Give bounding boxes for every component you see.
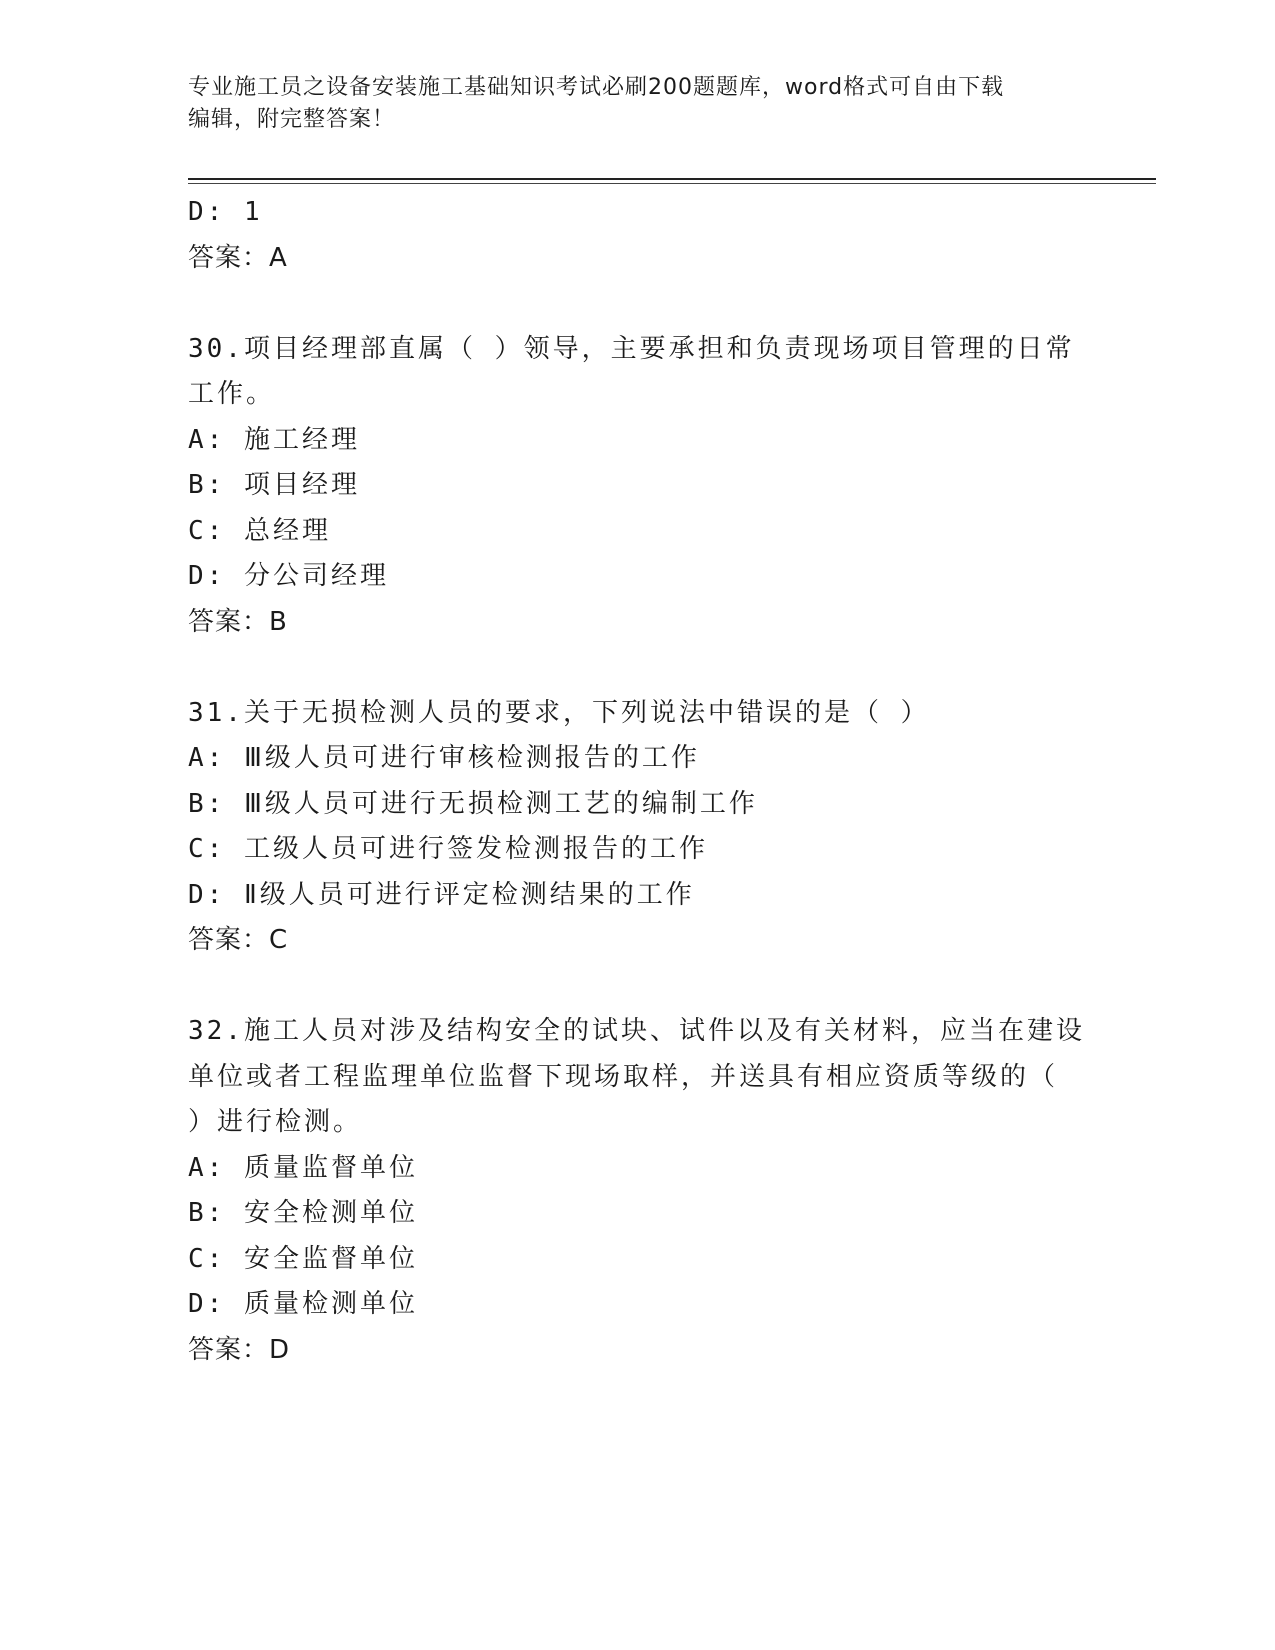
header-divider-thin [188,183,1156,184]
question-text-line: 30.项目经理部直属（ ）领导，主要承担和负责现场项目管理的日常 [188,333,1075,364]
answer-line: 答案：C [188,925,289,955]
answer-line: 答案：A [188,242,288,273]
question-list [188,190,1088,1373]
option-d: D: 质量检测单位 [188,1289,418,1319]
option-b: B: 项目经理 [188,470,360,500]
option-d: D: 分公司经理 [188,561,389,591]
option-b: B: Ⅲ级人员可进行无损检测工艺的编制工作 [188,788,758,819]
option-c: C: 安全监督单位 [188,1243,418,1274]
option-c: C: 工级人员可进行签发检测报告的工作 [188,834,708,864]
question-text-line: 单位或者工程监理单位监督下现场取样，并送具有相应资质等级的（ [188,1061,1059,1092]
option-b: B: 安全检测单位 [188,1198,418,1228]
answer-line: 答案：B [188,606,288,637]
question-31 [188,691,1088,964]
question-text-line: 32.施工人员对涉及结构安全的试块、试件以及有关材料，应当在建设 [188,1016,1085,1046]
question-text-line: 31.关于无损检测人员的要求，下列说法中错误的是（ ） [188,697,930,728]
document-header [188,72,1088,136]
question-text-line: 工作。 [188,379,276,409]
question-32 [188,1009,1088,1373]
option-a: A: 质量监督单位 [188,1152,418,1183]
option-c: C: 总经理 [188,515,331,546]
previous-question-tail [188,190,1088,281]
option-d: D: 1 [188,197,263,227]
question-30 [188,327,1088,646]
answer-line: 答案：D [188,1334,291,1365]
header-line-1: 专业施工员之设备安装施工基础知识考试必刷200题题库，word格式可自由下载 [188,75,1005,100]
option-d: D: Ⅱ级人员可进行评定检测结果的工作 [188,879,695,910]
question-text-line: ）进行检测。 [188,1107,363,1137]
option-a: A: 施工经理 [188,424,360,455]
option-a: A: Ⅲ级人员可进行审核检测报告的工作 [188,743,700,773]
header-line-2: 编辑，附完整答案！ [188,107,396,132]
header-divider [188,178,1156,180]
